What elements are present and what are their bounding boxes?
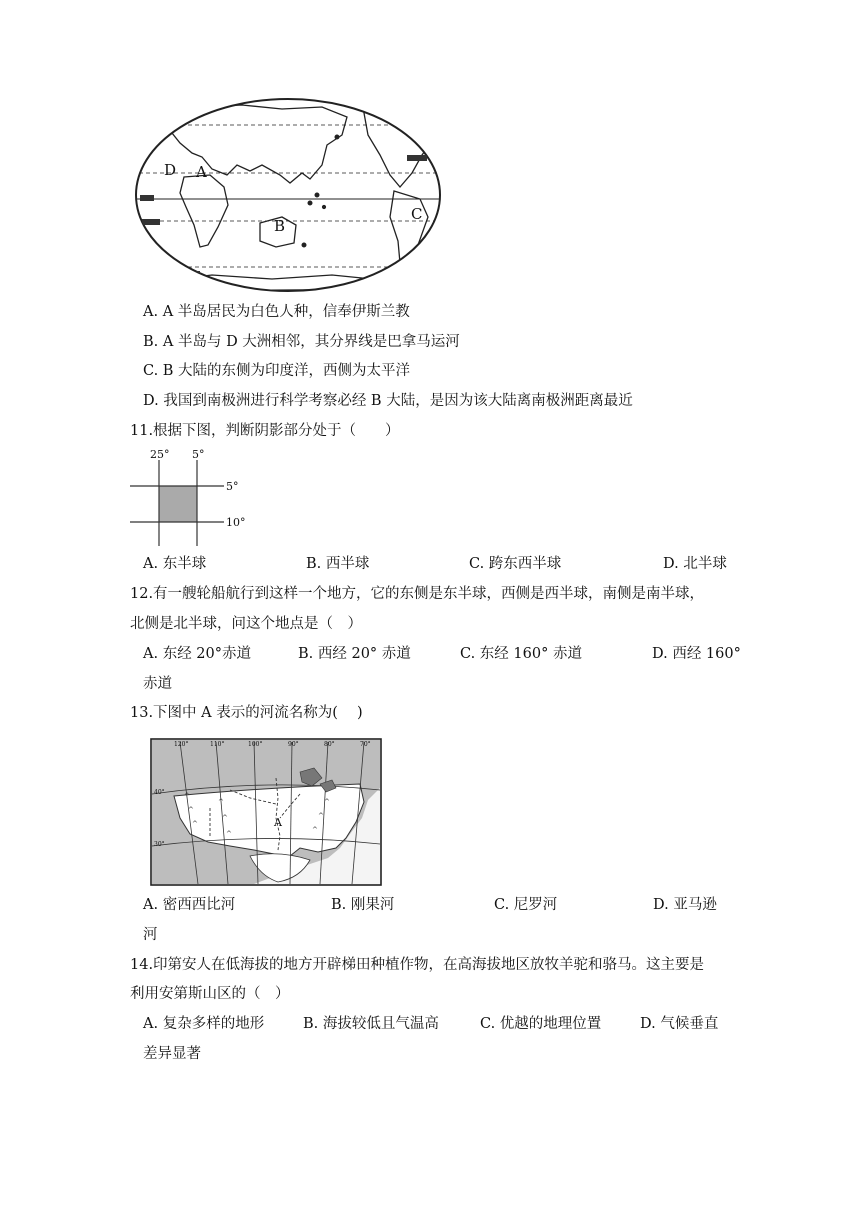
q12-stem-line1: 12.有一艘轮船航行到这样一个地方，它的东侧是东半球，西侧是西半球，南侧是南半球， bbox=[130, 586, 705, 602]
map-label-A: A bbox=[196, 163, 207, 181]
map-label-C: C bbox=[411, 205, 423, 223]
map-lat-30: 30° bbox=[154, 841, 165, 848]
svg-text:^: ^ bbox=[318, 812, 324, 820]
q12-option-d[interactable]: D. 西经 160° bbox=[652, 646, 741, 662]
q13-option-a[interactable]: A. 密西西比河 bbox=[143, 897, 236, 913]
q11-option-b[interactable]: B. 西半球 bbox=[306, 556, 370, 572]
map-lon-120: 120° bbox=[174, 741, 189, 748]
q13-option-b[interactable]: B. 刚果河 bbox=[331, 897, 395, 913]
grid-label-lat-10: 10° bbox=[226, 516, 246, 529]
q13-option-d[interactable]: D. 亚马逊 bbox=[653, 897, 717, 913]
q14-stem-line1: 14.印第安人在低海拔的地方开辟梯田种植作物，在高海拔地区放牧羊驼和骆马。这主要是 bbox=[130, 957, 705, 973]
q14-option-d-wrap: 差异显著 bbox=[143, 1046, 201, 1062]
q12-option-c[interactable]: C. 东经 160° 赤道 bbox=[460, 646, 582, 662]
q14-option-d[interactable]: D. 气候垂直 bbox=[640, 1016, 719, 1032]
map-lat-40: 40° bbox=[154, 789, 165, 796]
svg-text:^: ^ bbox=[218, 798, 224, 806]
grid-label-lon-5: 5° bbox=[192, 448, 205, 461]
q12-stem-line2: 北侧是北半球，问这个地点是（ ） bbox=[130, 616, 362, 632]
svg-text:^: ^ bbox=[184, 792, 190, 800]
q13-option-c[interactable]: C. 尼罗河 bbox=[494, 897, 558, 913]
q14-option-c[interactable]: C. 优越的地理位置 bbox=[480, 1016, 602, 1032]
map-lon-90: 90° bbox=[288, 741, 299, 748]
svg-text:^: ^ bbox=[192, 820, 198, 828]
svg-text:^: ^ bbox=[312, 826, 318, 834]
svg-text:^: ^ bbox=[324, 798, 330, 806]
world-map-figure bbox=[132, 95, 444, 295]
map-label-B: B bbox=[274, 217, 286, 235]
map-lon-100: 100° bbox=[248, 741, 263, 748]
q11-stem: 11.根据下图，判断阴影部分处于（ ） bbox=[130, 423, 400, 439]
q13-stem: 13.下图中 A 表示的河流名称为( ) bbox=[130, 705, 363, 721]
q10-option-c[interactable]: C. B 大陆的东侧为印度洋，西侧为太平洋 bbox=[143, 363, 411, 379]
map-lon-70: 70° bbox=[360, 741, 371, 748]
q12-option-b[interactable]: B. 西经 20° 赤道 bbox=[298, 646, 411, 662]
q14-option-b[interactable]: B. 海拔较低且气温高 bbox=[303, 1016, 439, 1032]
map-lon-80: 80° bbox=[324, 741, 335, 748]
q11-option-d[interactable]: D. 北半球 bbox=[663, 556, 727, 572]
q11-option-a[interactable]: A. 东半球 bbox=[143, 556, 207, 572]
q11-option-c[interactable]: C. 跨东西半球 bbox=[469, 556, 562, 572]
grid-figure bbox=[128, 446, 248, 548]
map-lon-110: 110° bbox=[210, 741, 225, 748]
q14-stem-line2: 利用安第斯山区的（ ） bbox=[130, 986, 290, 1002]
q12-option-d-wrap: 赤道 bbox=[143, 676, 172, 692]
svg-text:^: ^ bbox=[226, 830, 232, 838]
svg-text:^: ^ bbox=[188, 806, 194, 814]
map-label-D: D bbox=[164, 161, 177, 179]
grid-label-lat-5: 5° bbox=[226, 480, 239, 493]
q10-option-a[interactable]: A. A 半岛居民为白色人种，信奉伊斯兰教 bbox=[143, 304, 410, 320]
shaded-region bbox=[159, 486, 197, 522]
q10-option-d[interactable]: D. 我国到南极洲进行科学考察必经 B 大陆，是因为该大陆离南极洲距离最近 bbox=[143, 393, 633, 409]
svg-text:^: ^ bbox=[222, 814, 228, 822]
q12-option-a[interactable]: A. 东经 20°赤道 bbox=[143, 646, 251, 662]
grid-label-lon-25: 25° bbox=[150, 448, 170, 461]
q13-option-d-wrap: 河 bbox=[143, 927, 158, 943]
map-outline bbox=[136, 99, 440, 291]
map-label-river-A: A bbox=[274, 816, 282, 829]
q14-option-a[interactable]: A. 复杂多样的地形 bbox=[143, 1016, 265, 1032]
north-america-map-figure bbox=[150, 738, 382, 886]
q10-option-b[interactable]: B. A 半岛与 D 大洲相邻，其分界线是巴拿马运河 bbox=[143, 334, 460, 350]
